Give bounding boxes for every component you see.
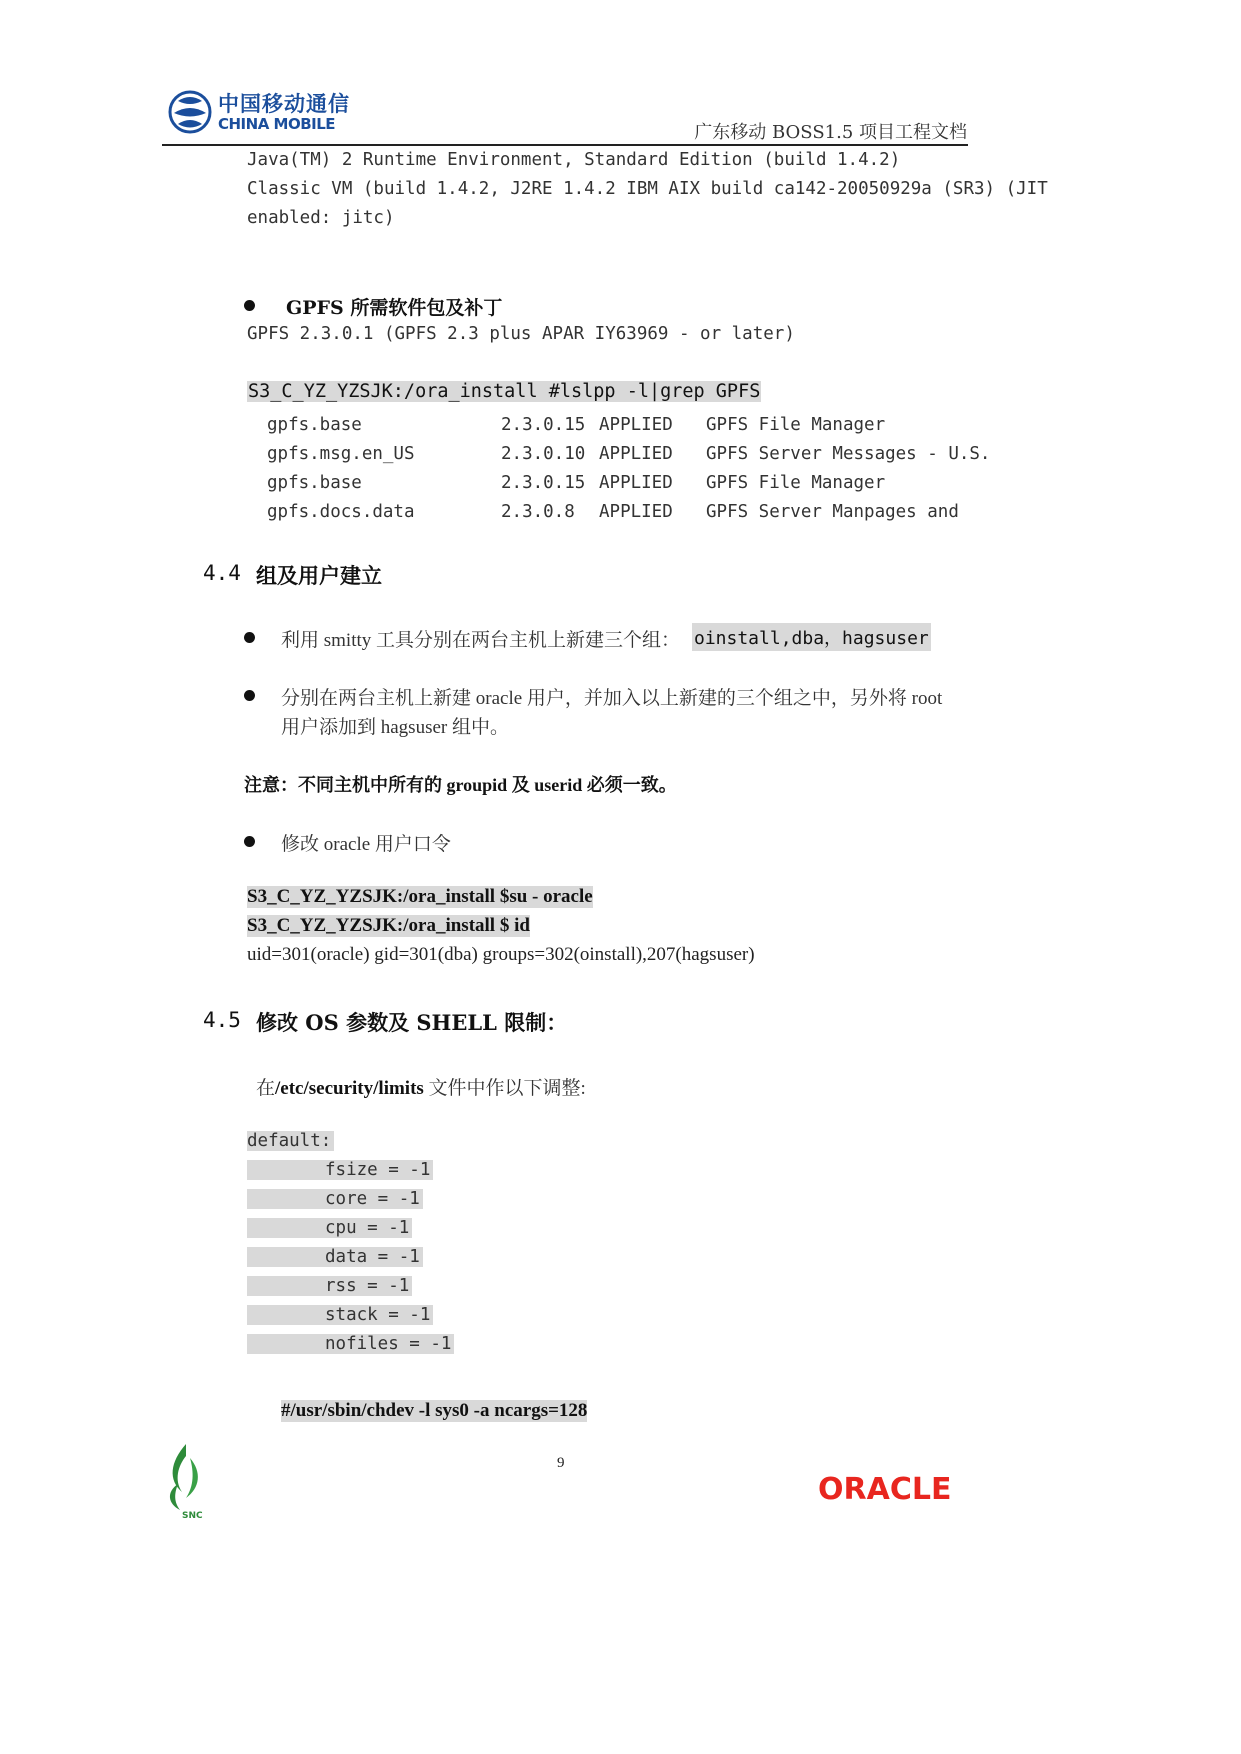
config-line: fsize = -1 xyxy=(247,1160,433,1180)
bullet-icon xyxy=(244,632,255,643)
china-mobile-logo-icon xyxy=(168,87,212,137)
snc-logo-text: SNC xyxy=(182,1511,203,1521)
section-number: 4.4 xyxy=(203,561,241,585)
package-name: gpfs.msg.en_US xyxy=(267,443,415,464)
table-row xyxy=(267,497,990,526)
java-output-line: Classic VM (build 1.4.2, J2RE 1.4.2 IBM AIX build ca142-20050929a (SR3) (JIT xyxy=(247,179,1048,199)
package-description: GPFS File Manager xyxy=(706,414,886,435)
config-line: core = -1 xyxy=(247,1189,423,1209)
chdev-command: #/usr/sbin/chdev -l sys0 -a ncargs=128 xyxy=(281,1400,588,1421)
create-groups-text: 利用 smitty 工具分别在两台主机上新建三个组： xyxy=(281,630,681,651)
package-description: GPFS Server Messages - U.S. xyxy=(706,443,991,464)
snc-logo-icon xyxy=(160,1440,212,1522)
logo-chinese-text: 中国移动通信 xyxy=(218,92,350,116)
package-version: 2.3.0.15 xyxy=(501,414,586,435)
config-line: stack = -1 xyxy=(247,1305,433,1325)
section-title: 修改 OS 参数及 SHELL 限制： xyxy=(256,1010,568,1035)
package-name: gpfs.base xyxy=(267,414,362,435)
java-output-line: enabled: jitc) xyxy=(247,208,395,228)
package-name: gpfs.docs.data xyxy=(267,501,415,522)
id-output: uid=301(oracle) gid=301(dba) groups=302(oinstall),207(hagsuser) xyxy=(247,944,755,965)
lslpp-command: S3_C_YZ_YZSJK:/ora_install #lslpp -l|grep GPFS xyxy=(248,381,761,402)
header-divider xyxy=(162,144,968,146)
change-password-text: 修改 oracle 用户口令 xyxy=(281,834,451,855)
bullet-icon xyxy=(244,690,255,701)
section-title: 组及用户建立 xyxy=(256,563,382,588)
config-line: rss = -1 xyxy=(247,1276,412,1296)
table-row xyxy=(267,439,990,468)
limits-path: /etc/security/limits xyxy=(275,1078,424,1099)
config-line: cpu = -1 xyxy=(247,1218,412,1238)
package-state: APPLIED xyxy=(599,472,673,493)
gpfs-heading: GPFS 所需软件包及补丁 xyxy=(286,297,503,319)
document-header-title: 广东移动 BOSS1.5 项目工程文档 xyxy=(694,122,967,143)
logo-english-text: CHINA MOBILE xyxy=(218,115,336,133)
package-description: GPFS Server Manpages and xyxy=(706,501,959,522)
page-number: 9 xyxy=(557,1455,565,1471)
package-state: APPLIED xyxy=(599,414,673,435)
limits-suffix: 文件中作以下调整: xyxy=(423,1078,586,1099)
package-name: gpfs.base xyxy=(267,472,362,493)
note-text: 注意：不同主机中所有的 groupid 及 userid 必须一致。 xyxy=(244,775,677,795)
section-number: 4.5 xyxy=(203,1008,241,1032)
id-command: S3_C_YZ_YZSJK:/ora_install $ id xyxy=(247,915,530,936)
package-version: 2.3.0.15 xyxy=(501,472,586,493)
gpfs-package-table xyxy=(267,410,990,526)
package-state: APPLIED xyxy=(599,443,673,464)
limits-instruction xyxy=(256,1073,586,1100)
gpfs-version-line: GPFS 2.3.0.1 (GPFS 2.3 plus APAR IY63969 - or later) xyxy=(247,324,795,344)
bullet-icon xyxy=(244,836,255,847)
create-user-text: 用户添加到 hagsuser 组中。 xyxy=(281,717,509,738)
package-version: 2.3.0.10 xyxy=(501,443,586,464)
java-output-line: Java(TM) 2 Runtime Environment, Standard Edition (build 1.4.2) xyxy=(247,150,901,170)
oracle-logo: ORACLE xyxy=(818,1472,952,1507)
config-header: default: xyxy=(247,1131,334,1151)
config-line: nofiles = -1 xyxy=(247,1334,454,1354)
su-command: S3_C_YZ_YZSJK:/ora_install $su - oracle xyxy=(247,886,593,907)
table-row xyxy=(267,410,990,439)
create-user-text: 分别在两台主机上新建 oracle 用户，并加入以上新建的三个组之中，另外将 root xyxy=(281,688,943,709)
group-names: oinstall,dba，hagsuser xyxy=(692,623,931,651)
bullet-icon xyxy=(244,300,255,311)
config-line: data = -1 xyxy=(247,1247,423,1267)
package-version: 2.3.0.8 xyxy=(501,501,575,522)
limits-prefix: 在 xyxy=(256,1078,276,1099)
package-description: GPFS File Manager xyxy=(706,472,886,493)
package-state: APPLIED xyxy=(599,501,673,522)
table-row xyxy=(267,468,990,497)
